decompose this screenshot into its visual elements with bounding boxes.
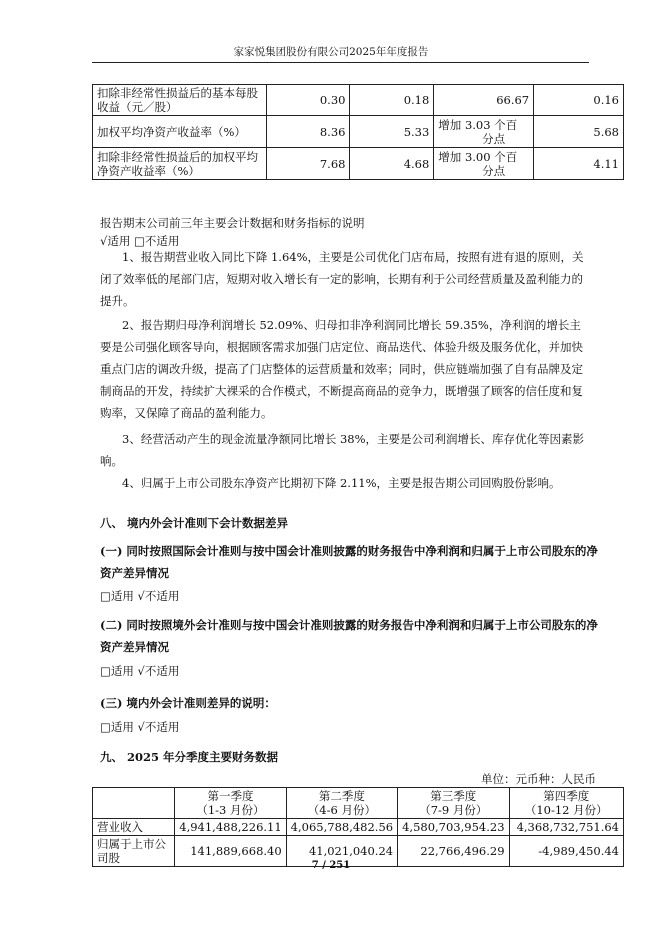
sub1-option: □适用 √不适用 [100, 589, 180, 603]
cell-value: 8.36 [266, 116, 350, 148]
section-8-sub1: (一) 同时按照国际会计准则与按中国会计准则披露的财务报告中净利润和归属于上市公司股东的净资产差异情况 [100, 544, 598, 580]
quarter-label: 第三季度 [430, 789, 477, 803]
page-header: 家家悦集团股份有限公司2025年年度报告 [233, 46, 429, 58]
table-row [93, 116, 624, 148]
quarterly-table [92, 787, 624, 867]
note-option: √适用 □不适用 [100, 234, 180, 248]
change-cell [434, 116, 534, 148]
cell-value: 5.68 [534, 116, 624, 148]
column-header [286, 788, 397, 819]
month-range: （10-12 月份） [524, 803, 608, 817]
note-paragraph-1: 1、报告期营业收入同比下降 1.64%，主要是公司优化门店布局，按照有进有退的原则，关闭了效率低的尾部门店，短期对收入增长有一定的影响，长期有利于公司经营质量及盈利能力的提升。 [100, 250, 584, 308]
row-label: 扣除非经常性损益后的加权平均净资产收益率（%） [93, 148, 267, 180]
table-row [93, 85, 624, 116]
row-label: 归属于上市公司股 [93, 836, 175, 867]
note-paragraph-4: 4、归属于上市公司股东净资产比期初下降 2.11%，主要是报告期公司回购股份影响。 [122, 476, 561, 490]
cell-value: 22,766,496.29 [398, 836, 509, 867]
cell-value: 4,368,732,751.64 [509, 819, 623, 836]
table-row [93, 819, 624, 836]
cell-value: 0.18 [350, 85, 434, 116]
sub2-option: □适用 √不适用 [100, 664, 180, 678]
page-number: 7 / 251 [311, 860, 351, 871]
cell-value: 41,021,040.24 [286, 836, 397, 867]
row-label: 扣除非经常性损益后的基本每股收益（元／股） [93, 85, 267, 116]
cell-value: 4,065,788,482.56 [286, 819, 397, 836]
table-header-row [93, 788, 624, 819]
change-cell [434, 148, 534, 180]
cell-value: 0.30 [266, 85, 350, 116]
month-range: （7-9 月份） [419, 803, 488, 817]
cell-value: 66.67 [434, 85, 534, 116]
cell-value: 4,941,488,226.11 [175, 819, 286, 836]
change-line-2: 分点 [482, 163, 506, 178]
change-line-2: 分点 [482, 131, 506, 146]
section-8-title: 八、 境内外会计准则下会计数据差异 [100, 516, 289, 530]
note-paragraph-3: 3、经营活动产生的现金流量净额同比增长 38%，主要是公司利润增长、库存优化等因素影响。 [100, 432, 585, 468]
cell-value: 4.68 [350, 148, 434, 180]
row-label: 营业收入 [93, 819, 175, 836]
cell-value: 0.16 [534, 85, 624, 116]
header-empty [93, 788, 175, 819]
cell-value: 4,580,703,954.23 [398, 819, 509, 836]
month-range: （1-3 月份） [196, 803, 265, 817]
section-8-sub2: (二) 同时按照境外会计准则与按中国会计准则披露的财务报告中净利润和归属于上市公司股东的净资产差异情况 [100, 618, 598, 654]
cell-value: -4,989,450.44 [509, 836, 623, 867]
indicator-table [92, 84, 624, 180]
section-8-sub3: (三) 境内外会计准则差异的说明： [100, 696, 276, 710]
note-paragraph-2: 2、报告期归母净利润增长 52.09%、归母扣非净利润同比增长 59.35%，净利润的增长主要是公司强化顾客导向，根据顾客需求加强门店定位、商品迭代、体验升级及服务优化，并加快重点门店的调改升级，提高了门店整体的运营质量和效率；同时，供应链端加强了自有品牌及定制商品的开发，持续扩大裸采的合作模式，不断提高商品的竞争力，既增强了顾客的信任度和复购率，又保障了商品的盈利能力。 [100, 318, 583, 420]
cell-value: 5.33 [350, 116, 434, 148]
quarter-label: 第四季度 [543, 789, 590, 803]
column-header [398, 788, 509, 819]
table-row [93, 148, 624, 180]
unit-label: 单位：元币种：人民币 [481, 772, 596, 786]
column-header [509, 788, 623, 819]
cell-value: 7.68 [266, 148, 350, 180]
column-header [175, 788, 286, 819]
month-range: （4-6 月份） [307, 803, 376, 817]
sub3-option: □适用 √不适用 [100, 720, 180, 734]
cell-value: 141,889,668.40 [175, 836, 286, 867]
change-line-1: 增加 3.00 个百 [438, 149, 518, 164]
cell-value: 4.11 [534, 148, 624, 180]
note-title: 报告期末公司前三年主要会计数据和财务指标的说明 [100, 216, 365, 230]
section-9-title: 九、 2025 年分季度主要财务数据 [100, 750, 279, 764]
row-label: 加权平均净资产收益率（%） [93, 116, 267, 148]
quarter-label: 第一季度 [207, 789, 254, 803]
change-line-1: 增加 3.03 个百 [438, 117, 518, 132]
quarter-label: 第二季度 [318, 789, 365, 803]
header-rule [92, 62, 589, 63]
